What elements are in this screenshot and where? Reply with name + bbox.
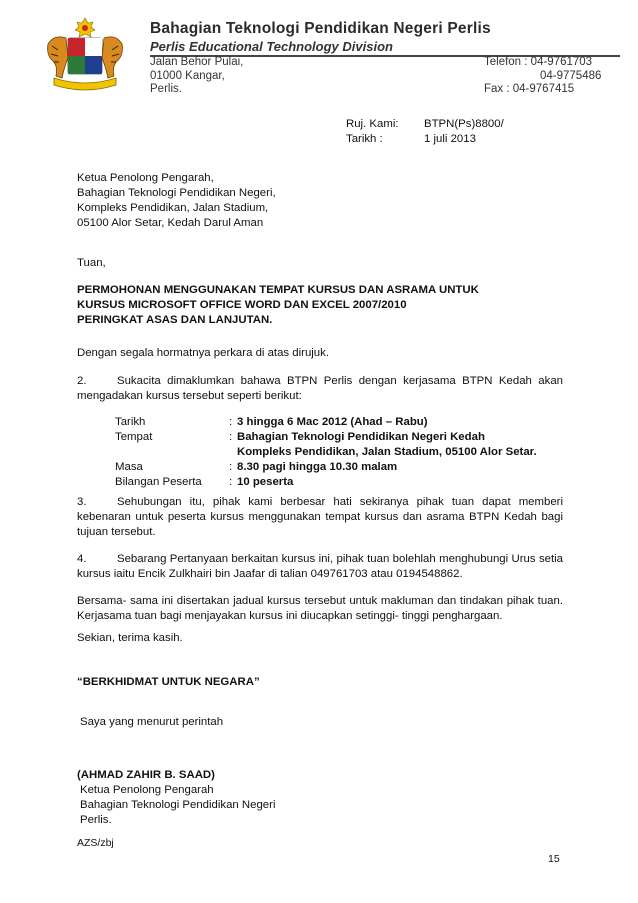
subject-heading: PERMOHONAN MENGGUNAKAN TEMPAT KURSUS DAN ASRAMA UNTUK KURSUS MICROSOFT OFFICE WORD DAN EXCEL 2007/2010 PERINGKAT ASAS DAN LANJUTAN. [77, 284, 479, 326]
signatory-title: Ketua Penolong Pengarah Bahagian Teknologi Pendidikan Negeri Perlis. [80, 784, 276, 826]
letter-date: 1 juli 2013 [424, 133, 476, 145]
perlis-crest-logo [40, 14, 130, 92]
detail-row: Masa : 8.30 pagi hingga 10.30 malam [115, 461, 398, 473]
reference-values [424, 117, 504, 147]
signatory-name: (AHMAD ZAHIR B. SAAD) [77, 769, 215, 781]
letterhead-subtitle: Perlis Educational Technology Division [150, 39, 393, 54]
detail-row: Kompleks Pendidikan, Jalan Stadium, 05100 Alor Setar. [237, 446, 537, 458]
detail-row: Tarikh : 3 hingga 6 Mac 2012 (Ahad – Rabu) [115, 416, 428, 428]
paragraph-5: Bersama- sama ini disertakan jadual kursus tersebut untuk makluman dan tindakan pihak tuan. Kerjasama tuan bagi menjayakan kursus ini diucapkan setinggi- tinggi penghargaan. [77, 595, 563, 622]
reference-labels: Ruj. Kami: Tarikh : [346, 118, 399, 145]
salutation: Tuan, [77, 257, 106, 269]
closing-line: Sekian, terima kasih. [77, 632, 183, 644]
page-number: 15 [548, 853, 560, 865]
sign-off: Saya yang menurut perintah [80, 716, 224, 728]
reference-number: BTPN(Ps)8800/ [424, 118, 504, 130]
paragraph-1: Dengan segala hormatnya perkara di atas dirujuk. [77, 347, 330, 359]
letterhead-address: Jalan Behor Pulai, 01000 Kangar, Perlis. [150, 56, 244, 95]
motto: “BERKHIDMAT UNTUK NEGARA” [77, 676, 260, 688]
detail-row: Tempat : Bahagian Teknologi Pendidikan Negeri Kedah [115, 431, 485, 443]
paragraph-3: 3. Sehubungan itu, pihak kami berbesar hati sekiranya pihak tuan dapat memberi kebenaran untuk peserta kursus menggunakan tempat kursus dan asrama BTPN Kedah bagi tujuan tersebut. [77, 496, 563, 538]
reference-initials: AZS/zbj [77, 837, 114, 849]
letterhead-contact: Telefon : 04-9761703 04-9775486 Fax : 04-9767415 [484, 56, 602, 95]
detail-row: Bilangan Peserta : 10 peserta [115, 476, 294, 488]
paragraph-2: 2. Sukacita dimaklumkan bahawa BTPN Perlis dengan kerjasama BTPN Kedah akan mengadakan kursus tersebut seperti berikut: [77, 375, 563, 402]
recipient-address: Ketua Penolong Pengarah, Bahagian Teknologi Pendidikan Negeri, Kompleks Pendidikan, Jalan Stadium, 05100 Alor Setar, Kedah Darul Aman [77, 172, 276, 229]
paragraph-4: 4. Sebarang Pertanyaan berkaitan kursus ini, pihak tuan bolehlah menghubungi Urus setia kursus iaitu Encik Zulkhairi bin Jaafar di talian 049761703 atau 0194548862. [77, 553, 563, 580]
course-details [115, 415, 537, 490]
letterhead-title: Bahagian Teknologi Pendidikan Negeri Perlis [150, 20, 491, 37]
